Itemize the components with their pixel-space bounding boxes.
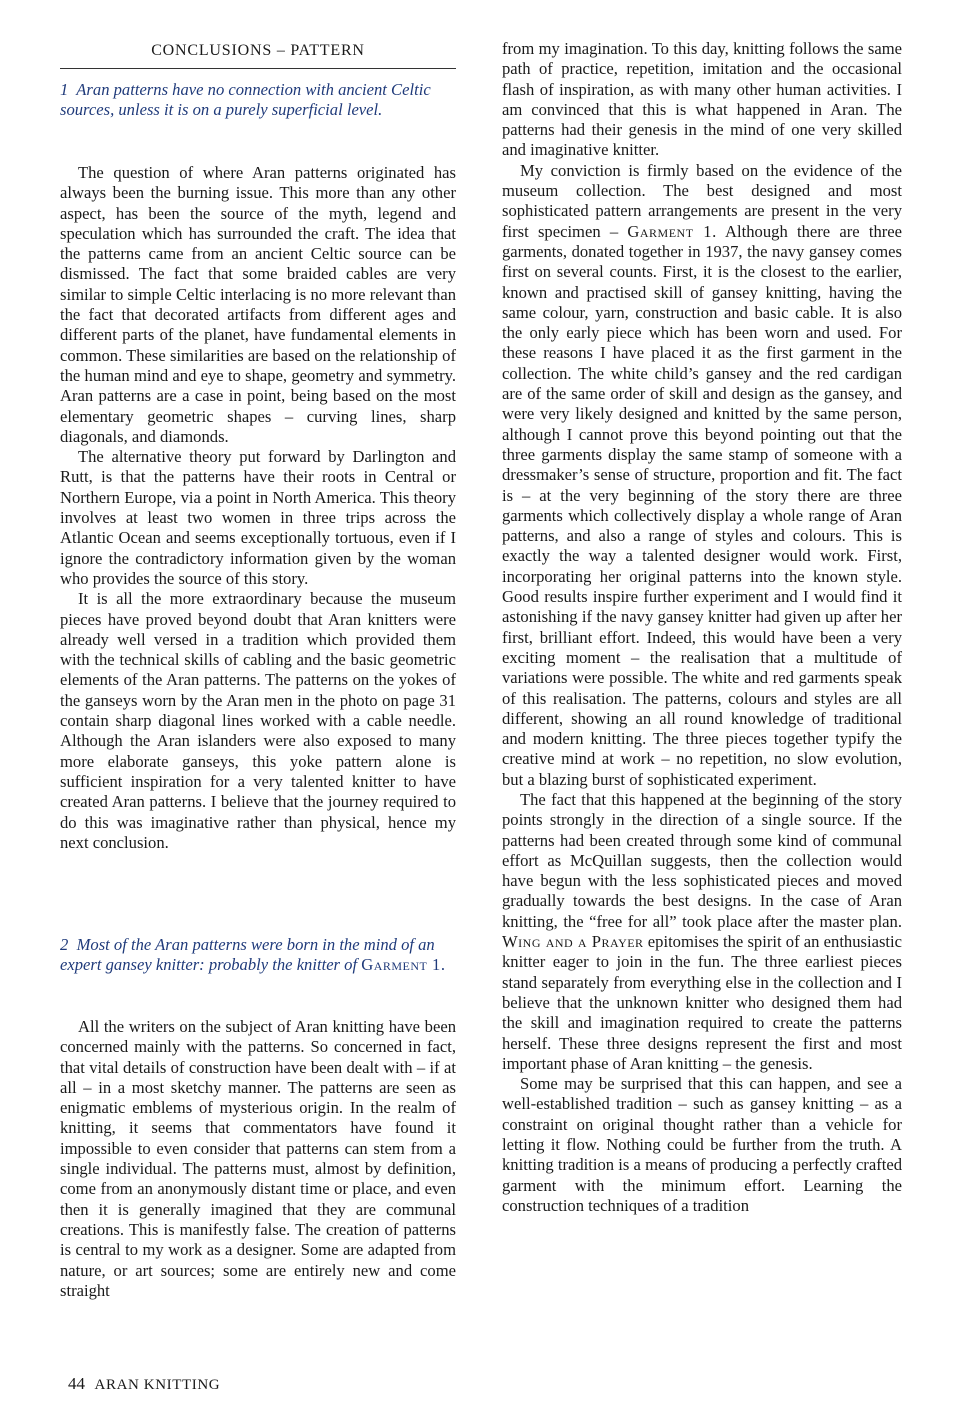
paragraph: All the writers on the subject of Aran knitting have been concerned mainly with the patterns. So concerned in fact, that vital details of construction have been dealt with – if at all – in a most sketchy manner. The patterns are seen as enigmatic emblems of mysterious origin. In the realm of knitting, it seems that commentators have found it impossible to even consider that patterns can stem from a single individual. The patterns must, almost by definition, come from an anonymously distant time or place, and even then it is generally imagined that they are communal creations. This is manifestly false. The creation of patterns is central to my work as a designer. Some are adapted from nature, or art sources; some are entirely new and come straight [60, 1017, 456, 1300]
conclusion-2-number: 2 [60, 935, 69, 954]
paragraph-part: The fact that this happened at the beginning of the story points strongly in the direction of a single source. If the patterns had been created through some kind of communal effort as McQuillan suggests, then the collection would have begun with the less sophisticated pieces and moved gradually towards the best designs. In the case of Aran knitting, the “free for all” took place after the master plan. [502, 789, 902, 931]
conclusion-1-text: Aran patterns have no connection with ancient Celtic sources, unless it is on a purely superficial level. [60, 80, 431, 120]
conclusion-2-ref: Garment 1. [361, 955, 446, 975]
paragraph: It is all the more extraordinary because the museum pieces have proved beyond doubt that Aran knitters were already well versed in a tradition which provided them with the technical skills of cabling and the basic geometric elements of the Aran patterns. The patterns on the yokes of the ganseys worn by the Aran men in the photo on page 31 contain sharp diagonal lines worked with a cable needle. Although the Aran islanders were also exposed to many more elaborate ganseys, this yoke pattern alone is sufficient inspiration for a very talented knitter to have created Aran patterns. I believe that the journey required to do this was imaginative rather than physical, hence my next conclusion. [60, 589, 456, 852]
paragraph: The question of where Aran patterns originated has always been the burning issue. This more than any other aspect, has been the source of the myth, legend and speculation which has surrounded the craft. The idea that the patterns came from an ancient Celtic source can be dismissed. The fact that some braided cables are very similar to simple Celtic interlacing is no more relevant than the fact that decorated artifacts from different ages and different parts of the planet, have fundamental elements in common. These similarities are based on the relationship of the human mind and eye to shape, geometry and symmetry. Aran patterns are a case in point, being based on the most elementary geometric shapes – curving lines, sharp diagonals, and diamonds. [60, 163, 456, 446]
right-column [502, 39, 902, 1216]
header-rule [60, 68, 456, 69]
paragraph-part: epitomises the spirit of an enthusiastic knitter eager to join in the fun. The three earliest pieces stand separately from everything else in the collection and I believe that the unknown knitter who designed them had the skill and imagination required to create the patterns herself. These three designs represent the first and most important phase of Aran knitting – the genesis. [502, 932, 903, 1073]
conclusion-2-text: Most of the Aran patterns were born in the mind of an expert gansey knitter: probably the knitter of [60, 935, 435, 975]
garment-ref: Wing and a Prayer [502, 932, 644, 952]
left-body [60, 163, 456, 853]
paragraph-part: Although there are three garments, donated together in 1937, the navy gansey comes first on several counts. First, it is the closest to the earlier, known and practised skill of gansey knitting, having the same colour, yarn, construction and basic cable. It is also the only early piece which has been worn and used. For these reasons I have placed it as the first garment in the collection. The white child’s gansey and the red cardigan are of the same order of skill and design as the gansey, and were very likely designed and knitted by the same person, although I cannot prove this beyond pointing out that the three garments display the same stamp of someone with a dressmaker’s sense of structure, proportion and fit. The fact is – at the very beginning of the story there are three garments which collectively display a whole range of Aran patterns, and also a range of styles and colours. This is exactly the way a talented designer would work. First, incorporating her original patterns into the known style. Good results inspire further experiment and I would find it astonishing if the navy gansey knitter had given up after her first, brilliant effort. Indeed, this would have been a very exciting moment – the realisation that a multitude of variations were possible. The white and red garments speak of this realisation. The patterns, colours and styles are all different, showing an all round knowledge of traditional and modern knitting. The three pieces together typify the creative mind at work – no repetition, no slow evolution, but a blazing burst of sophisticated experiment. [502, 221, 903, 789]
paragraph [502, 161, 902, 790]
paragraph [502, 790, 902, 1074]
conclusion-1 [60, 80, 456, 121]
conclusion-2 [60, 935, 456, 976]
paragraph: Some may be surprised that this can happen, and see a well-established tradition – such as gansey knitting – as a constraint on original thought rather than a vehicle for letting it flow. Nothing could be further from the truth. A knitting tradition is a means of producing a perfectly crafted garment with the minimum effort. Learning the construction techniques of a tradition [502, 1074, 902, 1215]
page-footer [68, 1374, 220, 1394]
book-title: ARAN KNITTING [94, 1377, 221, 1393]
running-head: CONCLUSIONS – PATTERN [151, 42, 365, 59]
paragraph: from my imagination. To this day, knitting follows the same path of practice, repetition, imitation and the occasional flash of inspiration, as with many other human activities. I am convinced that this is what happened in Aran. The patterns had their genesis in the mind of one very skilled and imaginative knitter. [502, 39, 902, 160]
paragraph-part: My conviction is firmly based on the evidence of the museum collection. The best designed and most sophisticated pattern arrangements are present in the very first specimen – [502, 160, 902, 241]
paragraph: The alternative theory put forward by Darlington and Rutt, is that the patterns have their roots in Central or Northern Europe, via a point in North America. This theory involves at least two women in three trips across the Atlantic Ocean and seems exceptionally tortuous, even if I ignore the contradictory information given by the woman who provides the source of this story. [60, 447, 456, 588]
left-body-2 [60, 1017, 456, 1301]
conclusion-1-number: 1 [60, 80, 69, 99]
page-number: 44 [68, 1374, 85, 1393]
garment-ref: Garment 1. [627, 221, 717, 241]
